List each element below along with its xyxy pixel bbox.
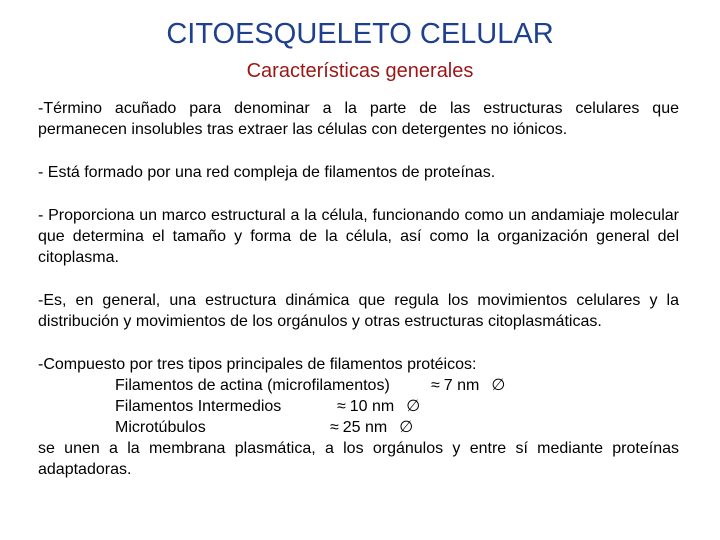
filament-size: 10 nm bbox=[349, 398, 395, 415]
approx-symbol: ≈ bbox=[337, 398, 346, 415]
filament-microtubules bbox=[38, 417, 679, 438]
paragraph-definition: -Término acuñado para denominar a la parte de las estructuras celulares que permanecen insolubles tras extraer las células con detergentes no iónicos. bbox=[38, 100, 679, 138]
diameter-symbol: ∅ bbox=[406, 398, 421, 415]
paragraph-dynamics: -Es, en general, una estructura dinámica que regula los movimientos celulares y la distribución y movimientos de los orgánulos y otras estructuras citoplasmáticas. bbox=[38, 292, 679, 330]
filament-size: 7 nm bbox=[443, 377, 480, 394]
diameter-symbol: ∅ bbox=[491, 377, 506, 394]
filament-name: Filamentos Intermedios bbox=[115, 398, 282, 415]
slide-body bbox=[38, 98, 679, 480]
filament-intermediate bbox=[38, 396, 679, 417]
diameter-symbol: ∅ bbox=[399, 419, 414, 436]
filament-name: Microtúbulos bbox=[115, 419, 206, 436]
paragraph-network: - Está formado por una red compleja de filamentos de proteínas. bbox=[38, 164, 496, 181]
paragraph-framework: - Proporciona un marco estructural a la célula, funcionando como un andamiaje molecular que determina el tamaño y forma de la célula, así como la organización general del citoplasma. bbox=[38, 207, 679, 266]
slide-subtitle: Características generales bbox=[246, 60, 474, 82]
composition-intro: -Compuesto por tres tipos principales de filamentos protéicos: bbox=[38, 356, 477, 373]
filament-actin bbox=[38, 375, 679, 396]
filament-name: Filamentos de actina (microfilamentos) bbox=[115, 377, 390, 394]
composition-closing: se unen a la membrana plasmática, a los orgánulos y entre sí mediante proteínas adaptadoras. bbox=[38, 440, 679, 478]
slide-title: CITOESQUELETO CELULAR bbox=[166, 18, 554, 50]
filament-size: 25 nm bbox=[342, 419, 388, 436]
composition-block bbox=[38, 354, 679, 480]
approx-symbol: ≈ bbox=[431, 377, 440, 394]
approx-symbol: ≈ bbox=[330, 419, 339, 436]
